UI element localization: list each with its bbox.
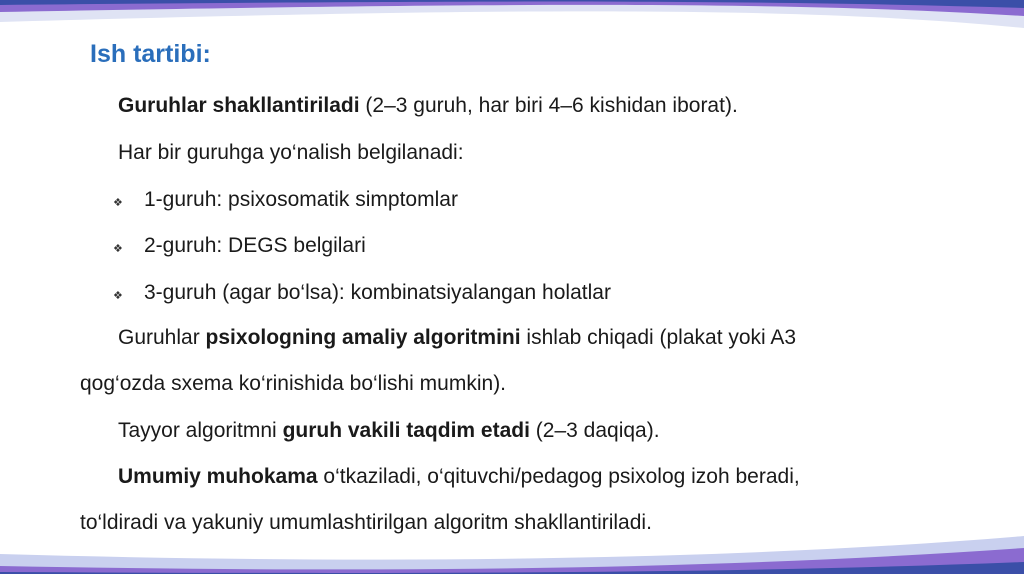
paragraph-3-bold: psixologning amaliy algoritmini: [205, 326, 521, 349]
paragraph-5: [118, 463, 800, 491]
diamond-bullet-icon: ❖: [113, 243, 123, 255]
paragraph-4-text-c: (2–3 daqiqa).: [529, 419, 660, 442]
paragraph-4-text-a: Tayyor algoritmni: [118, 419, 283, 442]
paragraph-3-text-a: Guruhlar: [118, 326, 206, 349]
paragraph-1-bold: Guruhlar shakllantiriladi: [118, 94, 360, 117]
paragraph-5-bold: Umumiy muhokama: [118, 465, 318, 488]
slide-title: Ish tartibi:: [90, 40, 211, 68]
bullet-item-2: 2-guruh: DEGS belgilari: [144, 234, 366, 257]
paragraph-5-text: o‘tkaziladi, o‘qituvchi/pedagog psixolog izoh beradi,: [317, 465, 800, 488]
paragraph-3-line-2: qog‘ozda sxema ko‘rinishida bo‘lishi mumkin).: [80, 372, 507, 395]
paragraph-1: [118, 92, 738, 120]
bullet-item-1: 1-guruh: psixosomatik simptomlar: [144, 188, 458, 211]
paragraph-4-bold: guruh vakili taqdim etadi: [282, 419, 530, 442]
paragraph-2: Har bir guruhga yo‘nalish belgilanadi:: [118, 141, 464, 164]
paragraph-1-text: (2–3 guruh, har biri 4–6 kishidan iborat).: [359, 94, 738, 117]
paragraph-3-text-c: ishlab chiqadi (plakat yoki A3: [520, 326, 797, 349]
paragraph-4: [118, 417, 660, 445]
paragraph-5-line-2: to‘ldiradi va yakuniy umumlashtirilgan algoritm shakllantiriladi.: [80, 511, 652, 534]
diamond-bullet-icon: ❖: [113, 290, 123, 302]
diamond-bullet-icon: ❖: [113, 197, 123, 209]
bullet-item-3: 3-guruh (agar bo‘lsa): kombinatsiyalangan holatlar: [144, 281, 611, 304]
paragraph-3: [118, 324, 796, 352]
